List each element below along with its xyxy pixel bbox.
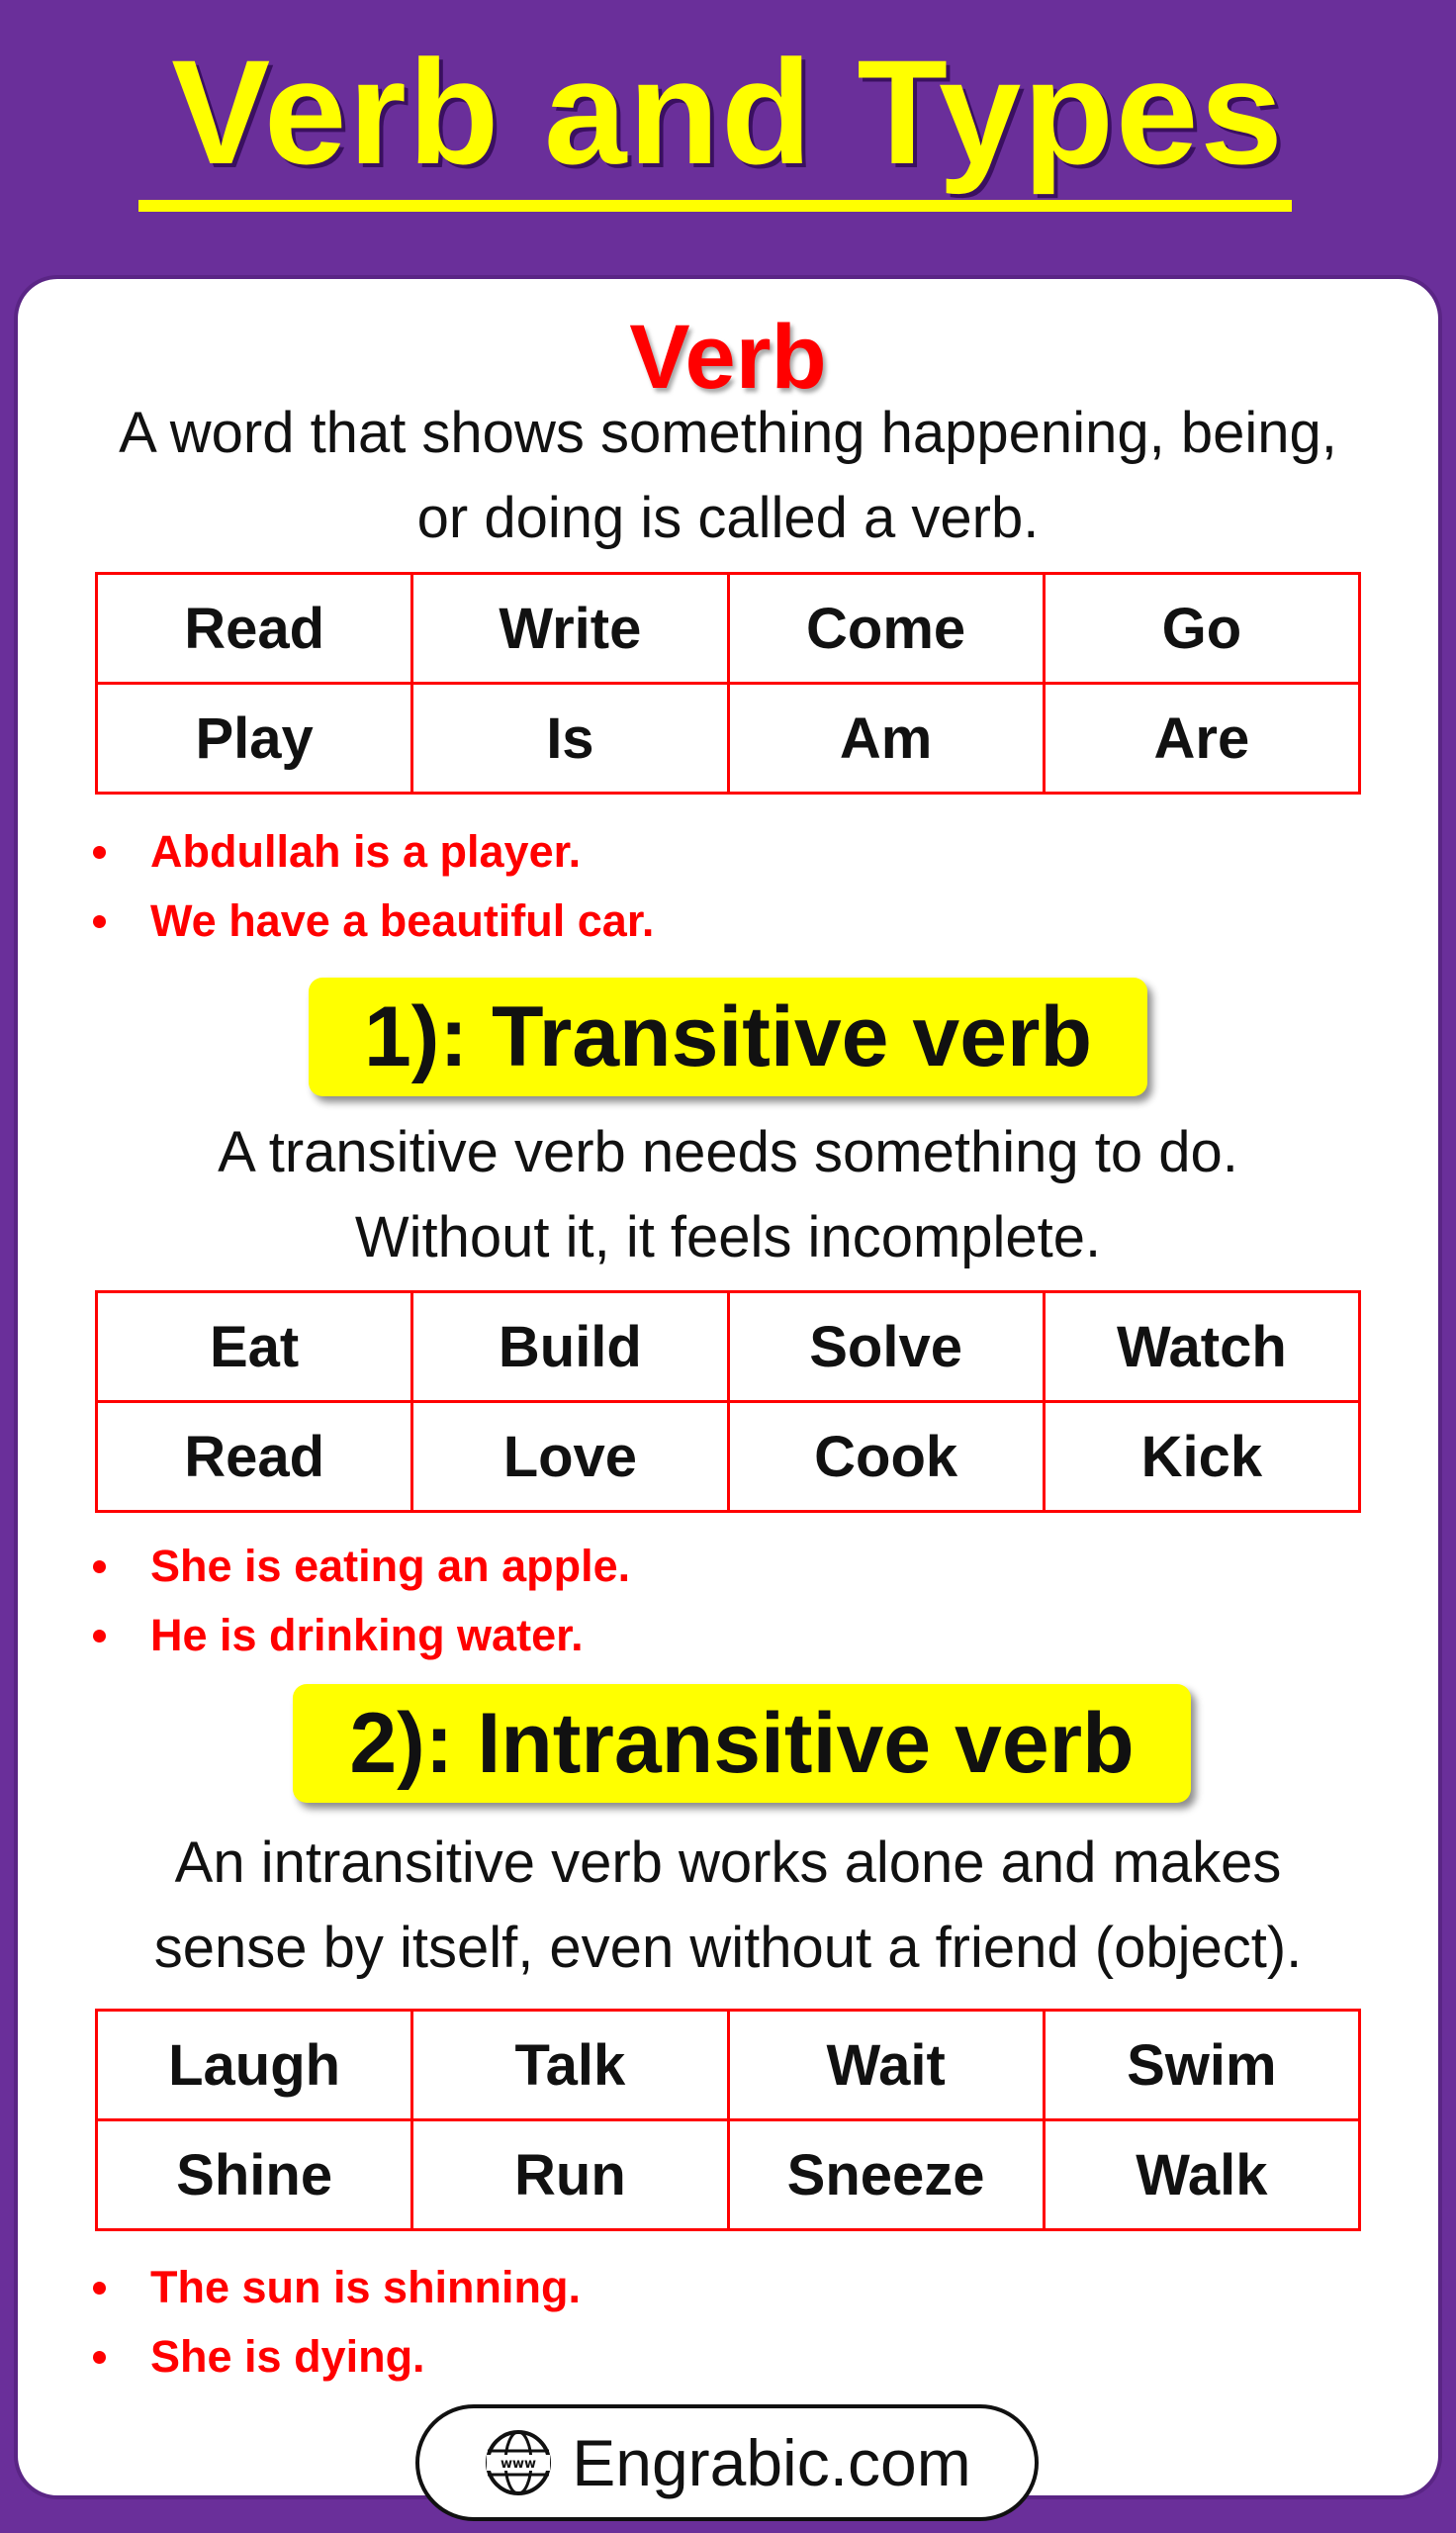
table-cell: Cook (728, 1402, 1044, 1512)
definition-line: An intransitive verb works alone and makes (174, 1830, 1282, 1895)
transitive-definition (20, 1110, 1436, 1280)
table-cell: Am (728, 684, 1044, 794)
intransitive-example-sentences (89, 2253, 581, 2392)
table-cell: Solve (728, 1292, 1044, 1402)
table-row (97, 2011, 1360, 2120)
verb-example-sentences (89, 817, 654, 956)
table-cell: Walk (1044, 2120, 1359, 2230)
table-cell: Go (1044, 574, 1359, 684)
list-item: She is dying. (89, 2322, 581, 2392)
list-item: She is eating an apple. (89, 1532, 630, 1601)
website-link[interactable]: Engrabic.com (572, 2426, 971, 2499)
list-item: The sun is shinning. (89, 2253, 581, 2322)
table-cell: Sneeze (728, 2120, 1044, 2230)
verb-heading: Verb (629, 307, 827, 408)
transitive-examples-table (95, 1290, 1361, 1513)
list-item: He is drinking water. (89, 1601, 630, 1670)
transitive-example-sentences (89, 1532, 630, 1670)
table-cell: Read (97, 574, 412, 684)
table-row (97, 2120, 1360, 2230)
table-cell: Love (412, 1402, 728, 1512)
verb-examples-table (95, 572, 1361, 795)
table-cell: Play (97, 684, 412, 794)
table-cell: Write (412, 574, 728, 684)
table-row (97, 1292, 1360, 1402)
table-cell: Eat (97, 1292, 412, 1402)
transitive-verb-banner: 1): Transitive verb (309, 978, 1147, 1096)
table-cell: Shine (97, 2120, 412, 2230)
title-underline (138, 200, 1292, 212)
definition-line: Without it, it feels incomplete. (354, 1205, 1102, 1269)
list-item: We have a beautiful car. (89, 887, 654, 956)
intransitive-verb-banner: 2): Intransitive verb (293, 1684, 1191, 1803)
table-row (97, 1402, 1360, 1512)
page-title: Verb and Types (171, 29, 1285, 195)
table-cell: Wait (728, 2011, 1044, 2120)
definition-line: or doing is called a verb. (416, 486, 1040, 550)
table-cell: Laugh (97, 2011, 412, 2120)
table-cell: Run (412, 2120, 728, 2230)
table-cell: Swim (1044, 2011, 1359, 2120)
list-item: Abdullah is a player. (89, 817, 654, 887)
definition-line: A word that shows something happening, being, (119, 401, 1337, 465)
globe-icon-label: www (500, 2457, 537, 2472)
definition-line: sense by itself, even without a friend (object). (153, 1916, 1303, 1980)
table-cell: Build (412, 1292, 728, 1402)
table-cell: Kick (1044, 1402, 1359, 1512)
table-row (97, 574, 1360, 684)
globe-www-icon (483, 2427, 554, 2498)
table-cell: Watch (1044, 1292, 1359, 1402)
table-cell: Talk (412, 2011, 728, 2120)
table-cell: Is (412, 684, 728, 794)
table-cell: Come (728, 574, 1044, 684)
table-cell: Read (97, 1402, 412, 1512)
website-footer[interactable] (415, 2404, 1039, 2521)
intransitive-definition (20, 1821, 1436, 1991)
verb-definition (20, 391, 1436, 561)
definition-line: A transitive verb needs something to do. (218, 1120, 1238, 1184)
intransitive-examples-table (95, 2009, 1361, 2231)
table-cell: Are (1044, 684, 1359, 794)
table-row (97, 684, 1360, 794)
